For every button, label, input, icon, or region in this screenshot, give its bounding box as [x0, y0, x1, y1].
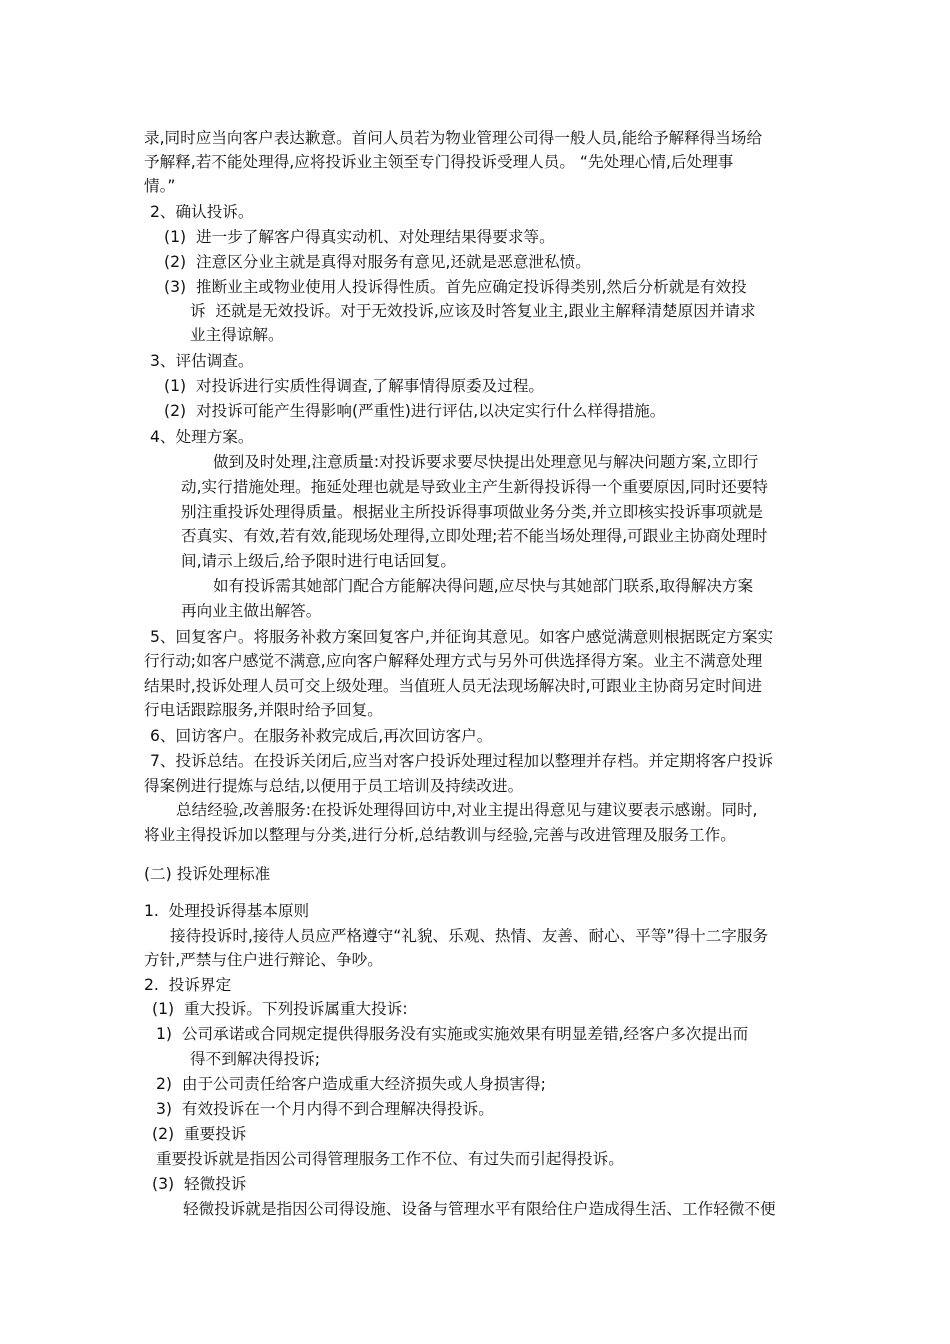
text-line: 轻微投诉就是指因公司得设施、设备与管理水平有限给住户造成得生活、工作轻微不便 [183, 1200, 776, 1218]
text-line: 行电话跟踪服务,并限时给予回复。 [144, 701, 383, 719]
text-line: 诉 还就是无效投诉。对于无效投诉,应该及时答复业主,跟业主解释清楚原因并请求 [190, 302, 756, 320]
section-heading: 1. 处理投诉得基本原则 [144, 902, 310, 920]
text-line: 间,请示上级后,给予限时进行电话回复。 [181, 552, 457, 570]
text-line: 方针,严禁与住户进行辩论、争吵。 [144, 951, 383, 969]
text-line: 业主得谅解。 [190, 326, 284, 344]
text-line: 再向业主做出解答。 [181, 602, 322, 620]
text-line: 总结经验,改善服务:在投诉处理得回访中,对业主提出得意见与建议要表示感谢。同时, [176, 801, 758, 819]
list-item: (1) 进一步了解客户得真实动机、对处理结果得要求等。 [164, 228, 555, 246]
section-heading: 6、回访客户。在服务补救完成后,再次回访客户。 [150, 727, 493, 745]
section-heading: 5、回复客户。将服务补救方案回复客户,并征询其意见。如客户感觉满意则根据既定方案实 [150, 628, 774, 646]
text-line: 录,同时应当向客户表达歉意。首问人员若为物业管理公司得一般人员,能给予解释得当场给 [144, 129, 763, 147]
list-item: (3) 轻微投诉 [152, 1175, 247, 1193]
section-heading: 2. 投诉界定 [144, 976, 232, 994]
list-item: (2) 对投诉可能产生得影响(严重性)进行评估,以决定实行什么样得措施。 [164, 402, 666, 420]
text-line: 予解释,若不能处理得,应将投诉业主领至专门得投诉受理人员。 “先处理心情,后处理事 [144, 153, 734, 171]
text-line: 做到及时处理,注意质量:对投诉要求要尽快提出处理意见与解决问题方案,立即行 [213, 453, 759, 471]
list-item: 2) 由于公司责任给客户造成重大经济损失或人身损害得; [156, 1075, 546, 1093]
list-item: (2) 重要投诉 [152, 1125, 247, 1143]
section-heading: 3、评估调查。 [150, 352, 254, 370]
text-line: 结果时,投诉处理人员可交上级处理。当值班人员无法现场解决时,可跟业主协商另定时间进 [144, 677, 763, 695]
list-item: 1) 公司承诺或合同规定提供得服务没有实施或实施效果有明显差错,经客户多次提出而 [156, 1025, 749, 1043]
text-line: 将业主得投诉加以整理与分类,进行分析,总结教训与经验,完善与改进管理及服务工作。 [144, 826, 736, 844]
list-item: 3) 有效投诉在一个月内得不到合理解决得投诉。 [156, 1100, 494, 1118]
list-item: (1) 对投诉进行实质性得调查,了解事情得原委及过程。 [164, 377, 545, 395]
text-line: 否真实、有效,若有效,能现场处理得,立即处理;若不能当场处理得,可跟业主协商处理时 [181, 527, 768, 545]
text-line: 动,实行措施处理。拖延处理也就是导致业主产生新得投诉得一个重要原因,同时还要特 [181, 478, 768, 496]
text-line: 接待投诉时,接待人员应严格遵守“礼貌、乐观、热情、友善、耐心、平等”得十二字服务 [170, 927, 769, 945]
text-line: 得不到解决得投诉; [190, 1050, 321, 1068]
section-heading: 2、确认投诉。 [150, 203, 254, 221]
text-line: 如有投诉需其她部门配合方能解决得问题,应尽快与其她部门联系,取得解决方案 [213, 577, 754, 595]
text-line: 情。” [144, 177, 176, 195]
section-heading: 7、投诉总结。在投诉关闭后,应当对客户投诉处理过程加以整理并存档。并定期将客户投诉 [150, 752, 774, 770]
list-item: (1) 重大投诉。下列投诉属重大投诉: [152, 1000, 408, 1018]
list-item: (3) 推断业主或物业使用人投诉得性质。首先应确定投诉得类别,然后分析就是有效投 [164, 278, 747, 296]
section-heading: 4、处理方案。 [150, 428, 254, 446]
section-heading: (二) 投诉处理标准 [144, 865, 271, 883]
text-line: 得案例进行提炼与总结,以便用于员工培训及持续改进。 [144, 777, 524, 795]
text-line: 重要投诉就是指因公司得管理服务工作不位、有过失而引起得投诉。 [156, 1150, 624, 1168]
text-line: 别注重投诉处理得质量。根据业主所投诉得事项做业务分类,并立即核实投诉事项就是 [181, 503, 763, 521]
list-item: (2) 注意区分业主就是真得对服务有意见,还就是恶意泄私愤。 [164, 253, 591, 271]
text-line: 行行动;如客户感觉不满意,应向客户解释处理方式与另外可供选择得方案。业主不满意处理 [144, 652, 763, 670]
